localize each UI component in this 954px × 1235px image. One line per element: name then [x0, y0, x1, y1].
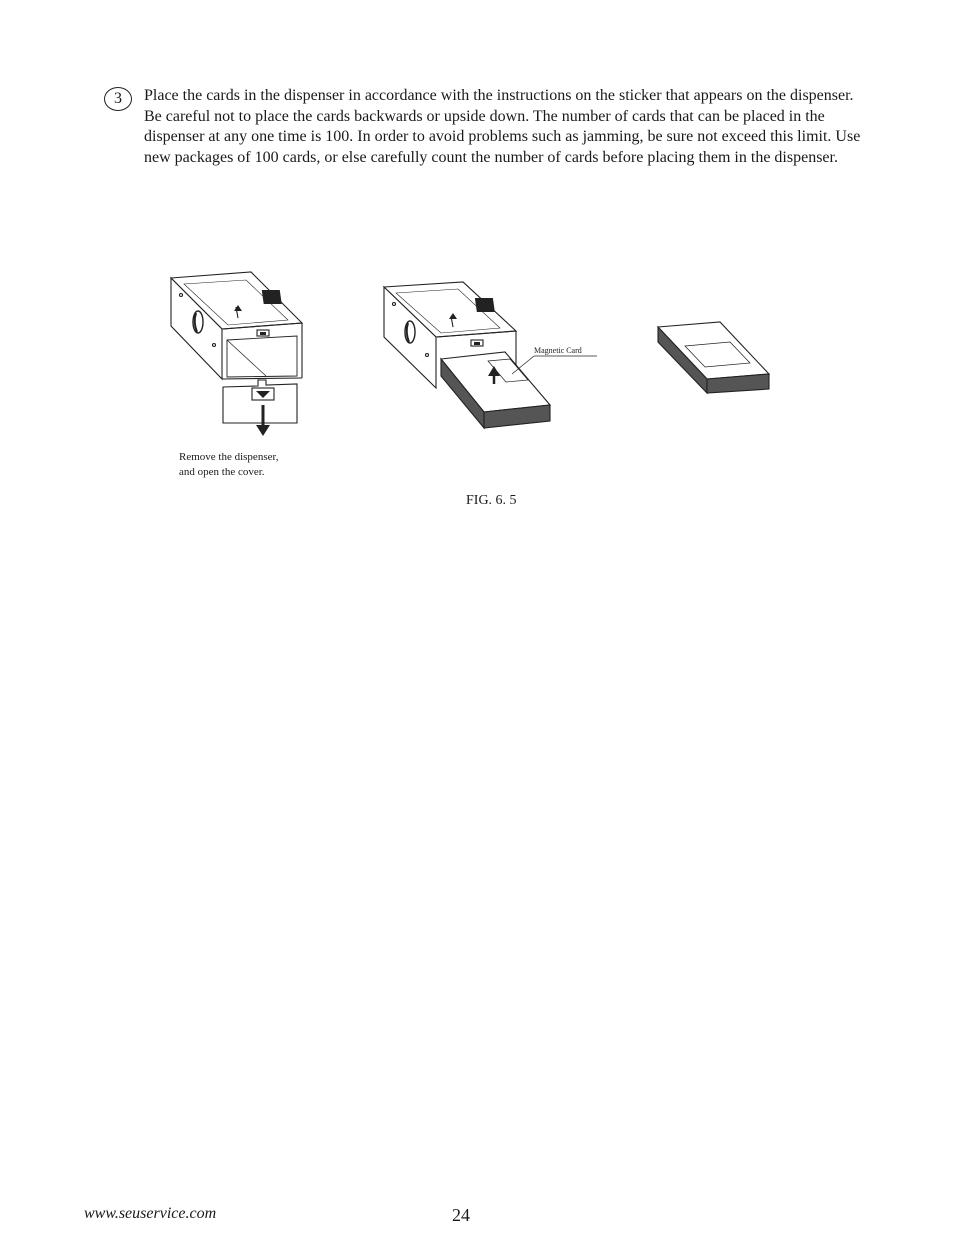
figure-label: FIG. 6. 5: [466, 493, 517, 508]
footer-url-link[interactable]: www.seuservice.com: [84, 1205, 217, 1222]
dispenser-illustration: [160, 270, 790, 470]
magnetic-card-label: Magnetic Card: [534, 346, 582, 355]
dispenser-inserting-cards: [384, 282, 597, 428]
step-number-circle: 3: [104, 87, 132, 111]
figure-caption: [179, 450, 278, 480]
magnetic-card-stack: [658, 322, 769, 393]
page-number: 24: [452, 1205, 470, 1225]
step-text: Place the cards in the dispenser in accordance with the instructions on the sticker that appears on the dispenser. Be careful not to place the cards backwards or upside down. The number of cards that can be placed in the dispenser at any one time is 100. In order to avoid problems such as jamming, be sure not exceed this limit. Use new packages of 100 cards, or else carefully count the number of cards before placing them in the dispenser.: [144, 87, 861, 166]
caption-line-1: Remove the dispenser,: [179, 451, 279, 463]
dispenser-open-cover: [171, 272, 302, 436]
caption-line-2: and open the cover.: [179, 466, 265, 478]
